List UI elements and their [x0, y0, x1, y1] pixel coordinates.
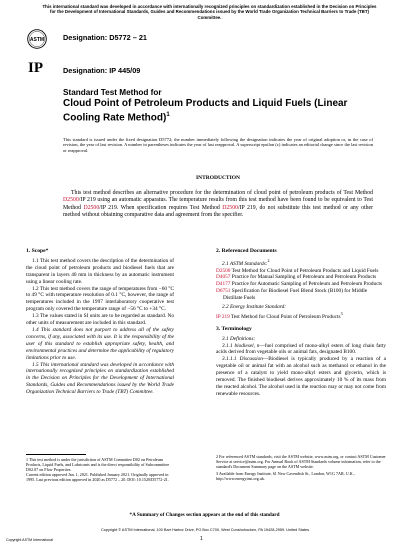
terminology-3-1: 3.1 Definitions: [222, 335, 256, 342]
footnotes-right [216, 454, 386, 481]
footnote-marker: 3 [340, 311, 343, 317]
references-heading: 2. Referenced Documents [216, 248, 277, 254]
designation-astm: Designation: D5772 – 21 [63, 33, 147, 42]
scope-1-5: 1.5 This international standard was developed in accordance with internationally recognized principles on standardization established in the Decision on Principles for the Development of International Standards, Guides and Recommendations issued by the World Trade Organization Technical Barriers to Trade (TBT) Committee. [26, 361, 174, 396]
link-d4177[interactable]: D4177 [216, 281, 231, 288]
download-note: Copyright ASTM International [6, 538, 53, 542]
scope-section [26, 248, 174, 396]
footnote-2: 2 For referenced ASTM standards, visit the ASTM website, www.astm.org, or contact ASTM Customer Service at service@astm.org. For Annual Book of ASTM Standards volume information, refer to the standard's Document Summary page on the ASTM website. [216, 454, 386, 469]
introduction-heading: INTRODUCTION [195, 175, 240, 181]
intro-part: /IP 219, do not substitute this test method or any other method without obtaining comparative data and agreement from the specifier. [63, 204, 373, 219]
svg-text:ASTM: ASTM [29, 37, 45, 43]
ref-title: Test Method for Cloud Point of Petroleum Products and Liquid Fuels [230, 267, 379, 274]
astm-standards-label [216, 258, 386, 268]
terminology-3-1-1-1 [216, 356, 386, 397]
references-section [216, 248, 386, 398]
page-number: 1 [200, 536, 203, 542]
footnote-1: 1 This test method is under the jurisdiction of ASTM Committee D02 on Petroleum Products, Liquid Fuels, and Lubricants and is the direct responsibility of Subcommittee D02.07 on Flow Properties. [26, 457, 170, 472]
summary-of-changes-note: *A Summary of Changes section appears at the end of this standard [129, 512, 280, 518]
scope-1-3: 1.3 The values stated in SI units are to be regarded as standard. No other units of measurement are included in this standard. [26, 313, 174, 327]
term-definition: —Biodiesel is typically produced by a reaction of a vegetable oil or animal fat with an alcohol such as methanol or ethanol in the presence of a catalyst to yield mono-alkyl esters and glycerin, which is removed. The finished biodiesel derives approximately 10 % of its mass from the reacted alcohol. The alcohol used in the reaction may or may not come from renewable resources. [216, 356, 386, 397]
link-d6751[interactable]: D6751 [216, 288, 231, 295]
ref-title: Practice for Manual Sampling of Petroleum and Petroleum Products [230, 274, 377, 281]
footnote-1b: Current edition approved Jan. 1, 2021. Published January 2021. Originally approved in 1995. Last previous edition approved in 2020 as D5772 – 20. DOI: 10.1520/D5772-21. [26, 472, 169, 482]
title-footnote-marker: 1 [166, 111, 170, 118]
link-d2500[interactable]: D2500 [216, 267, 231, 274]
link-ip219[interactable]: IP 219 [216, 313, 230, 320]
ip-logo: IP [28, 60, 43, 76]
link-d2500[interactable]: D2500 [83, 204, 100, 211]
ref-title: Test Method for Cloud Point of Petroleum Products [229, 313, 341, 320]
link-d2500[interactable]: D2500 [222, 204, 238, 211]
intro-part: This test method describes an alternative procedure for the determination of cloud point of petroleum products of Test Method [71, 190, 373, 196]
footnotes-left [26, 454, 176, 482]
header-notice: This international standard was developed in accordance with internationally recognized principles on standardization established in the Decision on Principles for the Development of International Standards, Guides and Recommendations issued by the World Trade Organization Technical Barriers to Trade (TBT) Committee. [42, 4, 377, 20]
astm-logo [27, 29, 47, 49]
scope-1-1: 1.1 This test method covers the description of the determination of the cloud point of petroleum products and biodiesel fuels that are transparent in layers 40 mm in thickness by an automatic instrument using a linear cooling rate. [26, 257, 174, 285]
intro-part: /IP 219 using an automatic apparatus. The temperature results from this test method have been found to be equivalent to Test Method [63, 197, 373, 211]
astm-standards-text: 2.1 ASTM Standards: [222, 260, 268, 267]
term-label: 3.1.1 biodiesel, n [222, 342, 260, 349]
footnote-rule [26, 454, 86, 455]
footnote-3: 3 Available from Energy Institute, 61 New Cavendish St., London, W1G 7AR, U.K., http://www.energyinst.org.uk. [216, 471, 355, 481]
link-d2500[interactable]: D2500 [63, 197, 79, 204]
document-title [63, 98, 383, 123]
issued-note: This standard is issued under the fixed designation D5772; the number immediately following the designation indicates the year of original adoption or, in the case of revision, the year of last revision. A number in parentheses indicates the year of last reapproval. A superscript epsilon (ε) indicates an editorial change since the last revision or reapproval. [63, 137, 373, 153]
ei-standard-text: 2.2 Energy Institute Standard: [222, 304, 287, 311]
term-definition: —fuel comprised of mono-alkyl esters of long chain fatty acids derived from vegetable oils or animal fats, designated B100. [216, 342, 386, 356]
ref-item [216, 288, 386, 302]
ref-title: Specification for Biodiesel Fuel Blend Stock (B100) for Middle Distillate Fuels [223, 288, 368, 302]
terminology-heading: 3. Terminology [216, 325, 252, 332]
designation-ip: Designation: IP 445/09 [63, 66, 141, 75]
intro-part: /IP 219. When specification requires Test Method [99, 204, 223, 211]
introduction-text [63, 190, 373, 220]
ref-item [216, 311, 386, 321]
link-d4057[interactable]: D4057 [216, 274, 231, 281]
copyright-line: Copyright © ASTM International, 100 Barr Harbor Drive, PO Box C700, West Conshohocken, PA 19428-2959. United States [100, 528, 309, 532]
ref-title: Practice for Automatic Sampling of Petroleum and Petroleum Products [230, 281, 383, 288]
standard-for-label: Standard Test Method for [63, 88, 162, 97]
scope-heading: 1. Scope* [26, 248, 49, 254]
terminology-3-1-1 [216, 343, 386, 357]
title-text: Cloud Point of Petroleum Products and Liquid Fuels (Linear Cooling Rate Method) [63, 98, 348, 123]
ei-standard-label [216, 304, 386, 311]
scope-1-4: 1.4 This standard does not purport to address all of the safety concerns, if any, associated with its use. It is the responsibility of the user of this standard to establish appropriate safety, health, and environmental practices and determine the applicability of regulatory limitations prior to use. [26, 326, 174, 361]
footnote-marker: 2 [267, 257, 270, 263]
scope-1-2: 1.2 This test method covers the range of temperatures from −60 °C to 49 °C with temperature resolution of 0.1 °C, however, the range of temperatures included in the 1997 interlaboratory cooperative test program only covered the temperature range of −56 °C to +34 °C. [26, 285, 174, 313]
term-label: 3.1.1.1 Discussion [222, 356, 263, 363]
